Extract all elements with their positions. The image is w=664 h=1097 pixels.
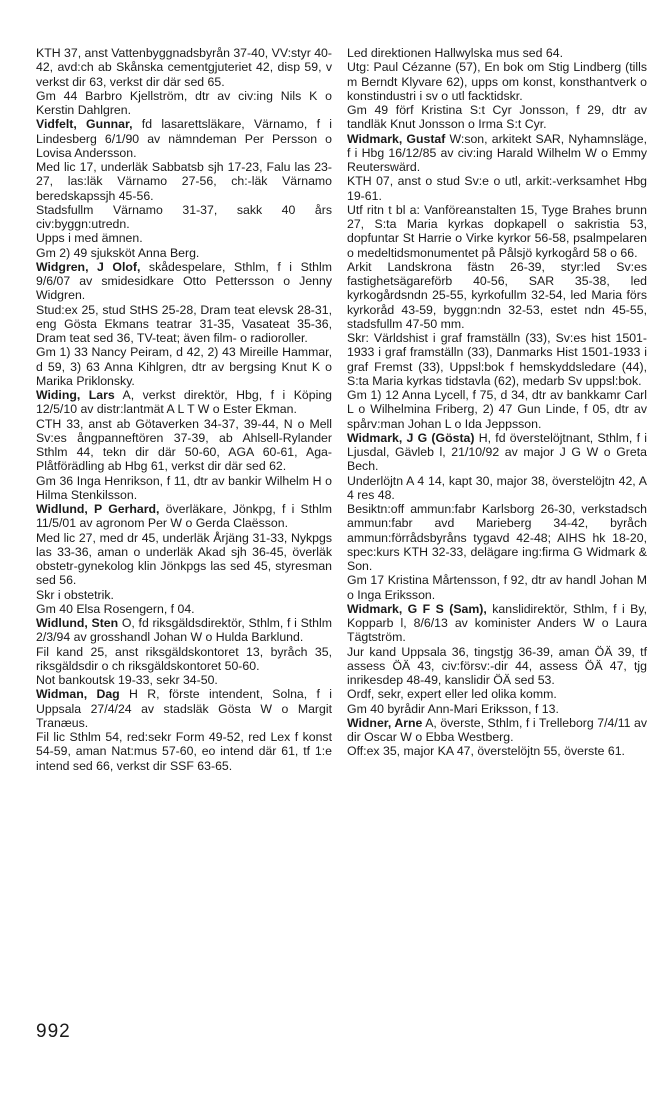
entry-text: H R, förste intendent, Solna, f i Uppsala 27/4/24 av stadsläk Gösta W o Margit Tranæus. [36,687,332,730]
biography-entry [347,716,647,745]
entry-text: Gm 44 Barbro Kjellström, dtr av civ:ing Nils K o Kerstin Dahlgren. [36,88,332,117]
biography-paragraph [347,203,647,260]
entry-text: Stud:ex 25, stud StHS 25-28, Dram teat elevsk 28-31, eng Gösta Ekmans teatrar 31-35, Vasateat 35-36, Dram teat sed 36, TV-teat; även film- o radioroller. [36,302,332,345]
entry-text: Led direktionen Hallwylska mus sed 64. [347,46,563,60]
biography-paragraph [347,388,647,431]
biography-paragraph [36,303,332,346]
biography-entry [36,117,332,160]
entry-text: CTH 33, anst ab Götaverken 34-37, 39-44, N o Mell Sv:es ångpanneftören 37-39, ab Ahlsell-Rylander Sthlm 44, tekn dir där 50-60, AGA 60-61, Aga-Plåtförädling ab Hbg 61, verkst dir där sed 62. [36,416,332,474]
biography-paragraph [36,231,332,245]
entry-text: Skr: Världshist i graf framställn (33), Sv:es hist 1501-1933 i graf framställn (33), Danmarks Hist 1501-1933 i graf Fremst (33), Uppsl:bok f hemskyddsledare (44), S:ta Maria kyrkas tidstavla (62), medarb Sv uppsl:bok. [347,331,647,388]
entry-text: Gm 2) 49 sjuksköt Anna Berg. [36,245,200,260]
biography-entry [347,602,647,645]
biography-paragraph [347,502,647,573]
entry-text: Arkit Landskrona fästn 26-39, styr:led Sv:es fastighetsägareförb 40-56, SAR 35-38, led kyrkogårdsndn 25-55, kyrkofullm 32-54, led Maria förs kyrkoråd 43-59, byggn:ndn 32-53, estet ndn 45-55, stadsfullm 47-50 mm. [347,259,647,331]
biography-paragraph [36,246,332,260]
biography-paragraph [36,417,332,474]
entry-text: Off:ex 35, major KA 47, överstelöjtn 55, överste 61. [347,744,625,759]
entry-name: Widmark, Gustaf [347,131,446,146]
entry-text: skådespelare, Sthlm, f i Sthlm 9/6/07 av smidesidkare Otto Pettersson o Jenny Widgren. [36,259,333,303]
entry-text: Jur kand Uppsala 36, tingstjg 36-39, aman ÖÄ 39, tf assess ÖÄ 43, civ:försv:-dir 44, assess ÖÄ 47, tjg inrikesdep 48-49, kanslidir ÖÄ sed 53. [347,644,647,687]
biography-paragraph [347,702,647,716]
entry-name: Widmark, G F S (Sam), [347,601,487,616]
biography-paragraph [36,203,332,232]
entry-text: KTH 07, anst o stud Sv:e o utl, arkit:-verksamhet Hbg 19-61. [347,174,647,203]
entry-text: Gm 49 förf Kristina S:t Cyr Jonsson, f 29, dtr av tandläk Knut Jonsson o Irma S:t Cyr. [347,103,647,132]
entry-name: Widlund, P Gerhard, [36,502,160,516]
entry-text: Gm 1) 12 Anna Lycell, f 75, d 34, dtr av bankkamr Carl L o Wilhelmina Friberg, 2) 47 Gun Linde, f 05, dtr av spårv:man Johan L o Ida Jeppsson. [347,388,647,431]
page-number: 992 [36,1021,71,1042]
entry-text: O, fd riksgäldsdirektör, Sthlm, f i Sthlm 2/3/94 av grosshandl Johan W o Hulda Barklund. [36,616,332,645]
biography-entry [347,431,647,474]
biography-entry [36,260,332,303]
biography-entry [36,687,332,730]
entry-text: överläkare, Jönkpg, f i Sthlm 11/5/01 av agronom Per W o Gerda Claësson. [36,502,332,531]
biography-paragraph [36,602,332,616]
biography-paragraph [347,573,647,602]
biography-entry [36,502,332,531]
biography-entry [36,616,332,645]
entry-text: Gm 40 byrådir Ann-Mari Eriksson, f 13. [347,701,559,716]
entry-text: Gm 1) 33 Nancy Peiram, d 42, 2) 43 Mireille Hammar, d 59, 3) 63 Anna Kihlgren, dtr av bergsing Knut K o Marika Priklonsky. [36,345,332,388]
entry-text: KTH 37, anst Vattenbyggnadsbyrån 37-40, VV:styr 40-42, avd:ch ab Skånska cementgjuteriet 42, disp 59, v verkst dir 63, verkst dir där sed 65. [36,46,332,89]
biography-paragraph [347,331,647,388]
biography-paragraph [36,673,332,687]
biography-paragraph [347,474,647,503]
biography-paragraph [36,89,332,118]
biography-paragraph [347,60,647,103]
entry-text: Gm 17 Kristina Mårtensson, f 92, dtr av handl Johan M o Inga Eriksson. [347,573,647,602]
entry-text: Utg: Paul Cézanne (57), En bok om Stig Lindberg (tills m Berndt Klyvare 62), upps om konst, konsthantverk o konstindustri i sv o utl facktidskr. [347,60,647,103]
biography-paragraph [347,174,647,203]
entry-name: Widlund, Sten [36,616,119,630]
entry-text: Fil kand 25, anst riksgäldskontoret 13, byråch 35, riksgäldsdir o ch riksgäldskontoret 50-60. [36,644,332,673]
biography-paragraph [347,46,647,60]
biography-paragraph [36,645,332,674]
entry-text: A, verkst direktör, Hbg, f i Köping 12/5/10 av distr:lantmät A L T W o Ester Ekman. [36,388,332,417]
entry-text: Not bankoutsk 19-33, sekr 34-50. [36,673,218,687]
biography-paragraph [347,260,647,331]
entry-text: Med lic 27, med dr 45, underläk Årjäng 31-33, Nykpgs las 33-36, aman o underläk Akad sjh 36-45, överläk obstetr-gynekolog klin Jönkpgs las sed 45, styresman sed 56. [36,530,332,588]
entry-name: Widmark, J G (Gösta) [347,430,475,445]
entry-text: kanslidirektör, Sthlm, f i By, Kopparb l, 8/6/13 av kominister Anders W o Laura Tägtström. [347,601,648,645]
entry-name: Widman, Dag [36,687,120,702]
biography-paragraph [36,531,332,588]
biography-paragraph [347,744,647,758]
entry-text: Ordf, sekr, expert eller led olika komm. [347,687,557,702]
entry-text: Gm 40 Elsa Rosengern, f 04. [36,601,195,616]
left-column [36,46,332,773]
entry-text: A, överste, Sthlm, f i Trelleborg 7/4/11 av dir Oscar W o Ebba Westberg. [347,715,647,744]
entry-text: fd lasarettsläkare, Värnamo, f i Lindesberg 6/1/90 av nämndeman Per Persson o Lovisa Andersson. [36,117,332,160]
biography-paragraph [36,588,332,602]
biography-paragraph [347,103,647,132]
biography-paragraph [36,160,332,203]
right-column [347,46,647,759]
entry-name: Widing, Lars [36,388,115,402]
entry-name: Widner, Arne [347,715,423,730]
entry-text: Gm 36 Inga Henrikson, f 11, dtr av bankir Wilhelm H o Hilma Stenkilsson. [36,473,332,502]
entry-text: Utf ritn t bl a: Vanföreanstalten 15, Tyge Brahes brunn 27, S:ta Maria kyrkas dopkapell o sakristia 53, dopfuntar St Harrie o Virke kyrkor 56-58, psalmpelaren o medeltidsmonumentet på Pålsjö kyrkogård 58 o 66. [347,202,647,260]
biography-entry [347,132,647,175]
biography-paragraph [347,687,647,701]
biography-paragraph [36,474,332,503]
entry-text: H, fd överstelöjtnant, Sthlm, f i Ljusdal, Gävleb l, 21/10/92 av major J G W o Greta Bech. [347,430,647,474]
entry-text: Fil lic Sthlm 54, red:sekr Form 49-52, red Lex f konst 54-59, aman Nat:mus 57-60, eo intend där 61, tf 1:e intend sed 66, verkst dir SSF 63-65. [36,730,332,773]
biography-paragraph [347,645,647,688]
biography-paragraph [36,730,332,773]
entry-text: Besiktn:off ammun:fabr Karlsborg 26-30, verkstadsch ammun:fabr avd Marieberg 34-42, byråch ammun:förrådsbyråns tygavd 42-48; AIHS hk 18-20, spec:kurs KTH 32-33, delägare ing:firma G Widmark & Son. [347,502,647,573]
entry-text: Underlöjtn A 4 14, kapt 30, major 38, överstelöjtn 42, A 4 res 48. [347,473,647,502]
entry-text: Upps i med ämnen. [36,231,143,246]
entry-name: Widgren, J Olof, [36,259,141,274]
entry-text: W:son, arkitekt SAR, Nyhamnsläge, f i Hbg 16/12/85 av civ:ing Harald Wilhelm W o Emmy Reuterswärd. [347,131,647,174]
entry-text: Stadsfullm Värnamo 31-37, sakk 40 års civ:byggn:utredn. [36,202,332,231]
biography-entry [36,388,332,417]
biography-paragraph [36,345,332,388]
entry-text: Med lic 17, underläk Sabbatsb sjh 17-23, Falu las 23-27, las:läk Värnamo 27-56, ch:-läk Värnamo beredskapssjh 45-56. [36,160,332,203]
entry-name: Vidfelt, Gunnar, [36,117,133,132]
biography-paragraph [36,46,332,89]
entry-text: Skr i obstetrik. [36,587,114,602]
